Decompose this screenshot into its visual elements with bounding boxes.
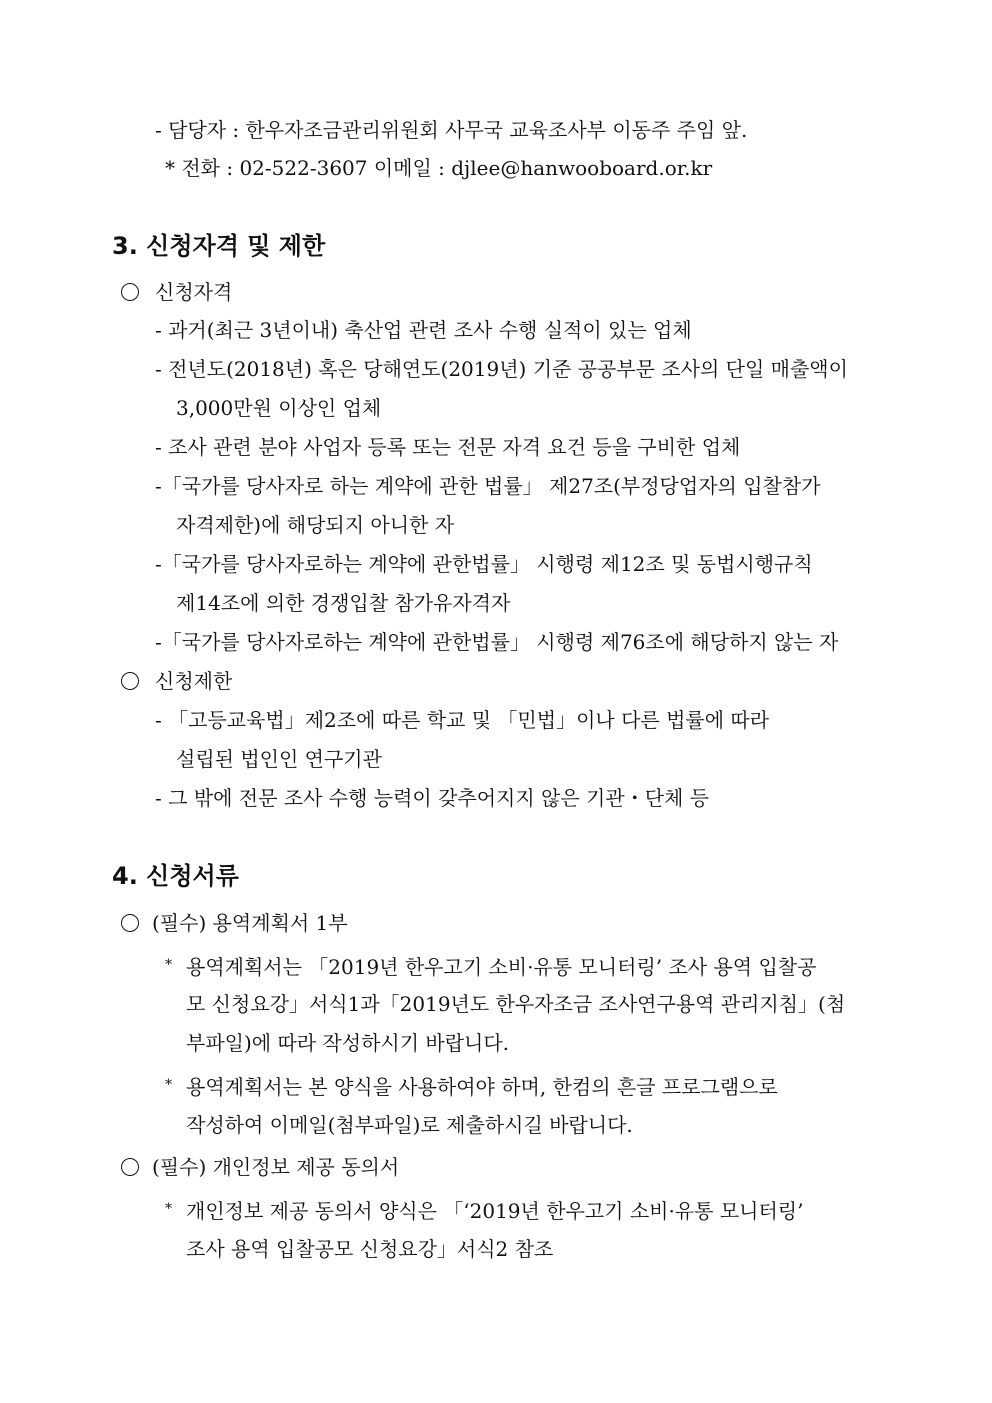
contact-manager: - 담당자 : 한우자조금관리위원회 사무국 교육조사부 이동주 주임 앞. xyxy=(155,118,748,142)
contact-phone-email: * 전화 : 02-522-3607 이메일 : djlee@hanwooboard.or.kr xyxy=(165,156,713,180)
circle-bullet-icon xyxy=(121,283,139,301)
eligibility-item-continued: 3,000만원 이상인 업체 xyxy=(176,396,382,420)
doc2-note: 개인정보 제공 동의서 양식은 「‘2019년 한우고기 소비·유통 모니터링’ xyxy=(186,1199,804,1223)
eligibility-item-continued: 자격제한)에 해당되지 아니한 자 xyxy=(176,513,455,537)
section-4-title: 4. 신청서류 xyxy=(112,862,239,890)
eligibility-item: -「국가를 당사자로하는 계약에 관한법률」 시행령 제12조 및 동법시행규칙 xyxy=(155,552,813,576)
circle-bullet-icon xyxy=(121,672,139,690)
doc2-heading: (필수) 개인정보 제공 동의서 xyxy=(152,1155,400,1179)
doc1-note: 용역계획서는 본 양식을 사용하여야 하며, 한컴의 흔글 프로그램으로 xyxy=(186,1075,778,1099)
asterisk-bullet-icon: * xyxy=(165,957,172,973)
restriction-item-continued: 설립된 법인인 연구기관 xyxy=(176,747,382,771)
eligibility-item: -「국가를 당사자로하는 계약에 관한법률」 시행령 제76조에 해당하지 않는 자 xyxy=(155,630,839,654)
eligibility-item: - 조사 관련 분야 사업자 등록 또는 전문 자격 요건 등을 구비한 업체 xyxy=(155,435,741,459)
eligibility-item: - 과거(최근 3년이내) 축산업 관련 조사 수행 실적이 있는 업체 xyxy=(155,318,692,342)
eligibility-item: - 전년도(2018년) 혹은 당해연도(2019년) 기준 공공부문 조사의 단일 매출액이 xyxy=(155,357,848,381)
doc1-note: 용역계획서는 「2019년 한우고기 소비·유통 모니터링’ 조사 용역 입찰공 xyxy=(186,955,817,979)
restriction-heading: 신청제한 xyxy=(155,669,233,693)
circle-bullet-icon xyxy=(121,914,139,932)
doc2-note-continued: 조사 용역 입찰공모 신청요강」서식2 참조 xyxy=(186,1237,554,1261)
doc1-note-continued: 부파일)에 따라 작성하시기 바랍니다. xyxy=(186,1031,510,1055)
doc1-note-continued: 모 신청요강」서식1과「2019년도 한우자조금 조사연구용역 관리지침」(첨 xyxy=(186,992,846,1016)
doc1-heading: (필수) 용역계획서 1부 xyxy=(152,911,348,935)
asterisk-bullet-icon: * xyxy=(165,1077,172,1093)
asterisk-bullet-icon: * xyxy=(165,1201,172,1217)
section-3-title: 3. 신청자격 및 제한 xyxy=(112,232,326,260)
circle-bullet-icon xyxy=(121,1158,139,1176)
doc1-note-continued: 작성하여 이메일(첨부파일)로 제출하시길 바랍니다. xyxy=(186,1113,633,1137)
eligibility-heading: 신청자격 xyxy=(155,280,233,304)
restriction-item: - 그 밖에 전문 조사 수행 능력이 갖추어지지 않은 기관・단체 등 xyxy=(155,786,710,810)
eligibility-item: -「국가를 당사자로 하는 계약에 관한 법률」 제27조(부정당업자의 입찰참가 xyxy=(155,474,821,498)
restriction-item: - 「고등교육법」제2조에 따른 학교 및 「민법」이나 다른 법률에 따라 xyxy=(155,708,770,732)
eligibility-item-continued: 제14조에 의한 경쟁입찰 참가유자격자 xyxy=(176,591,511,615)
